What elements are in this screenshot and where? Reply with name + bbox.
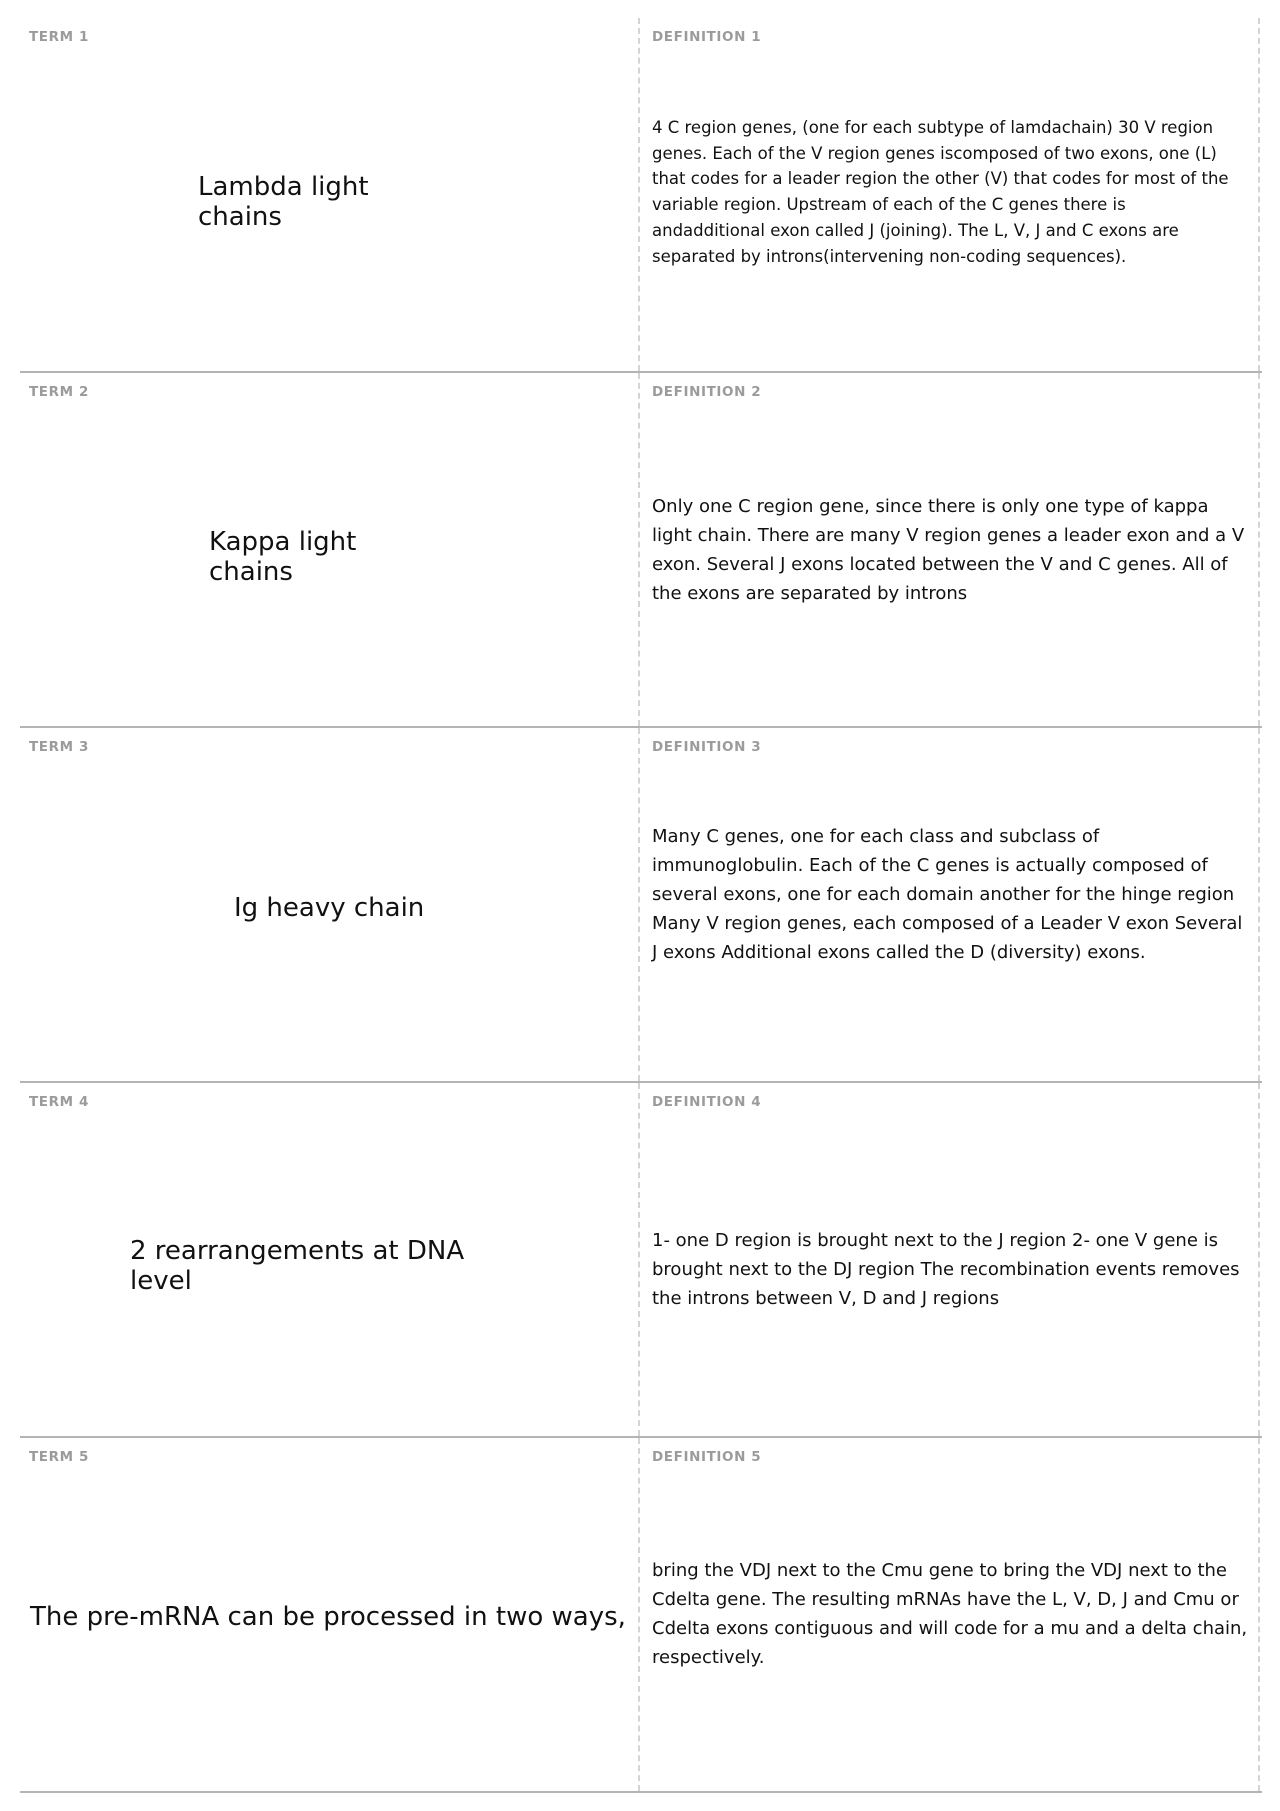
definition-text: 4 C region genes, (one for each subtype of lamdachain) 30 V region genes. Each of the V region genes iscomposed of two exons, one (L) that codes for a leader region the other (V) that codes for most of the variable region. Upstream of each of the C genes there is andadditional exon called J (joining). The L, V, J and C exons are separated by introns(intervening non-coding sequences). xyxy=(652,118,1229,266)
term-cell xyxy=(20,18,640,371)
term-text: Ig heavy chain xyxy=(234,893,425,923)
card-row xyxy=(20,728,1262,1083)
term-text: 2 rearrangements at DNA level xyxy=(130,1236,465,1296)
definition-label: DEFINITION 5 xyxy=(652,1449,762,1465)
term-cell xyxy=(20,373,640,726)
card-row xyxy=(20,1083,1262,1438)
definition-text: Many C genes, one for each class and subclass of immunoglobulin. Each of the C genes is actually composed of several exons, one for each domain another for the hinge region Many V region genes, each composed of a Leader V exon Several J exons Additional exons called the D (diversity) exons. xyxy=(652,826,1243,963)
term-text: Lambda light chains xyxy=(198,172,369,232)
definition-cell xyxy=(640,1083,1260,1436)
definition-label: DEFINITION 3 xyxy=(652,739,762,755)
term-cell xyxy=(20,1083,640,1436)
term-label: TERM 5 xyxy=(29,1449,89,1465)
definition-label: DEFINITION 1 xyxy=(652,29,762,45)
definition-cell xyxy=(640,728,1260,1081)
card-row xyxy=(20,373,1262,728)
flashcard-sheet xyxy=(20,18,1262,1793)
term-text: Kappa light chains xyxy=(209,527,357,587)
term-label: TERM 3 xyxy=(29,739,89,755)
definition-text: 1- one D region is brought next to the J region 2- one V gene is brought next to the DJ region The recombination events removes the introns between V, D and J regions xyxy=(652,1230,1240,1309)
definition-cell xyxy=(640,1438,1260,1791)
term-text: The pre-mRNA can be processed in two ways, xyxy=(30,1602,626,1632)
term-cell xyxy=(20,1438,640,1791)
card-row xyxy=(20,1438,1262,1793)
definition-text: bring the VDJ next to the Cmu gene to bring the VDJ next to the Cdelta gene. The resulting mRNAs have the L, V, D, J and Cmu or Cdelta exons contiguous and will code for a mu and a delta chain, respectively. xyxy=(652,1560,1248,1668)
definition-cell xyxy=(640,18,1260,371)
term-label: TERM 4 xyxy=(29,1094,89,1110)
term-label: TERM 1 xyxy=(29,29,89,45)
definition-label: DEFINITION 4 xyxy=(652,1094,762,1110)
definition-cell xyxy=(640,373,1260,726)
definition-text: Only one C region gene, since there is only one type of kappa light chain. There are many V region genes a leader exon and a V exon. Several J exons located between the V and C genes. All of the exons are separated by introns xyxy=(652,496,1245,604)
definition-label: DEFINITION 2 xyxy=(652,384,762,400)
card-row xyxy=(20,18,1262,373)
term-label: TERM 2 xyxy=(29,384,89,400)
term-cell xyxy=(20,728,640,1081)
